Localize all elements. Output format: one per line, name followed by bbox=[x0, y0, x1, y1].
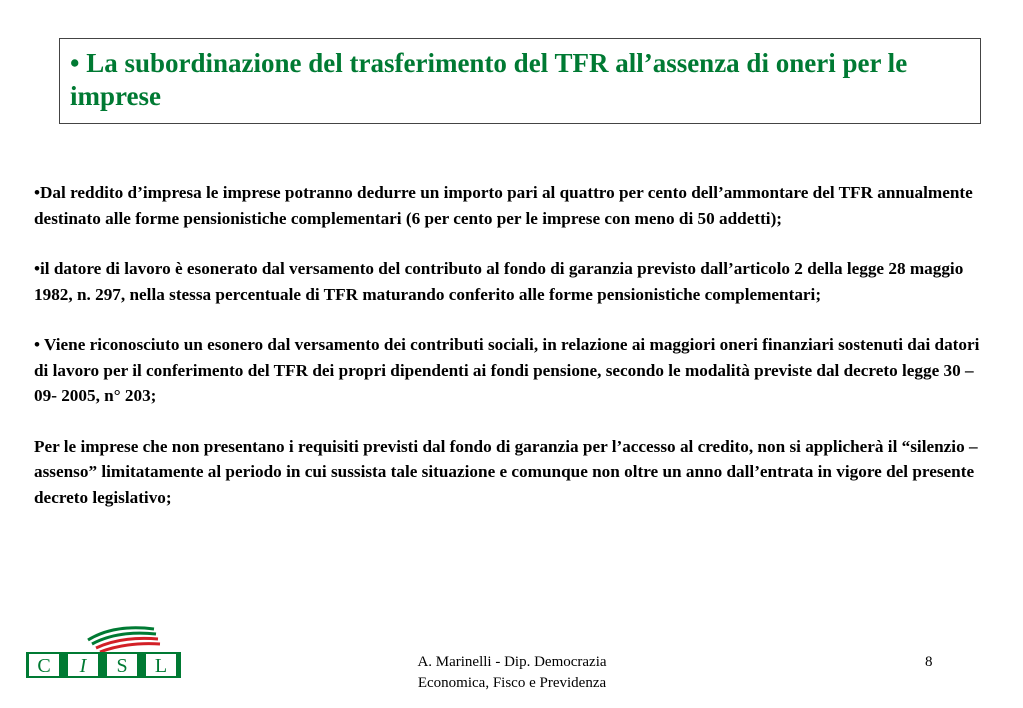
page-number: 8 bbox=[925, 654, 933, 670]
paragraph-social-contributions: • Viene riconosciuto un esonero dal versamento dei contributi sociali, in relazione ai maggiori oneri finanziari sostenuti dai datori di lavoro per il conferimento del TFR dei propri dipendenti ai fondi pensione, secondo le modalità previste dal decreto legge 30 –09- 2005, n° 203; bbox=[34, 335, 980, 405]
footer-author-line-2: Economica, Fisco e Previdenza bbox=[417, 675, 607, 691]
logo-letter-s: S bbox=[116, 655, 128, 677]
slide-title-box bbox=[59, 38, 981, 124]
paragraph-deduction: •Dal reddito d’impresa le imprese potranno dedurre un importo pari al quattro per cento dell’ammontare del TFR annualmente destinato alle forme pensionistiche complementari (6 per cento per le imprese con meno di 50 addetti); bbox=[34, 183, 973, 228]
footer-author bbox=[372, 652, 652, 694]
logo-letter-i: I bbox=[79, 655, 87, 677]
slide-body bbox=[34, 180, 994, 535]
slide-title: • La subordinazione del trasferimento del TFR all’assenza di oneri per le imprese bbox=[70, 48, 908, 111]
logo-letter-c: C bbox=[37, 655, 51, 677]
paragraph-silence-consent: Per le imprese che non presentano i requisiti previsti dal fondo di garanzia per l’accesso al credito, non si applicherà il “silenzio – assenso” limitatamente al periodo in cui sussista tale situazione e comunque non oltre un anno dall’entrata in vigore del presente decreto legislativo; bbox=[34, 436, 978, 507]
logo-wave-red-2 bbox=[100, 644, 160, 652]
logo-letter-l: L bbox=[154, 655, 168, 677]
cisl-logo bbox=[26, 620, 181, 678]
cisl-logo-graphic bbox=[26, 620, 181, 678]
footer-author-line-1: A. Marinelli - Dip. Democrazia bbox=[417, 654, 607, 670]
paragraph-guarantee-fund: •il datore di lavoro è esonerato dal versamento del contributo al fondo di garanzia previsto dall’articolo 2 della legge 28 maggio 1982, n. 297, nella stessa percentuale di TFR maturando conferito alle forme pensionistiche complementari; bbox=[34, 259, 964, 304]
